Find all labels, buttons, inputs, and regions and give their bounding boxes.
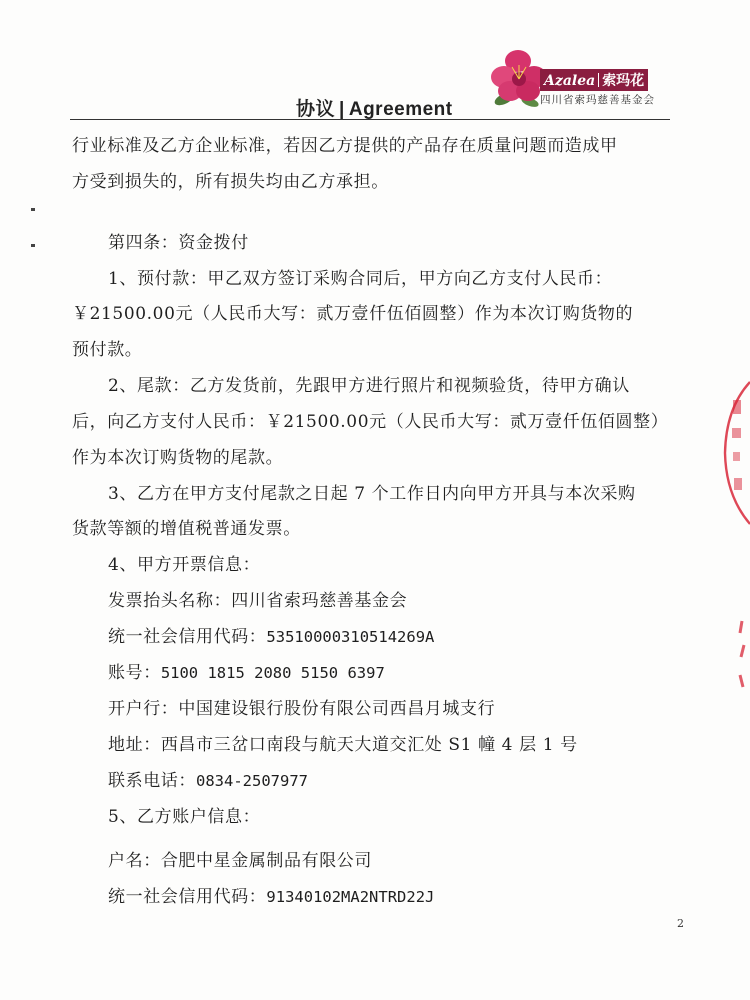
body-line: 1、预付款：甲乙双方签订采购合同后，甲方向乙方支付人民币：	[108, 269, 613, 289]
invoice-phone-value: 0834-2507977	[196, 772, 308, 790]
logo-divider	[598, 73, 599, 87]
title-chinese: 协议	[296, 99, 336, 120]
scan-mark	[31, 208, 35, 211]
payee-name-label: 户名：	[108, 851, 161, 871]
payee-credit-value: 91340102MA2NTRD22J	[266, 888, 435, 906]
foundation-logo	[490, 47, 670, 112]
section-heading: 第四条：资金拨付	[108, 233, 249, 253]
payee-name-value: 合肥中星金属制品有限公司	[160, 851, 373, 871]
invoice-credit-value: 53510000310514269A	[266, 628, 435, 646]
invoice-account-row	[108, 662, 385, 684]
body-line: 作为本次订购货物的尾款。	[72, 448, 284, 468]
title-english: Agreement	[348, 99, 453, 120]
invoice-title-label: 发票抬头名称：	[108, 591, 232, 611]
invoice-account-label: 账号：	[108, 663, 161, 683]
body-line: 3、乙方在甲方支付尾款之日起 7 个工作日内向甲方开具与本次采购	[108, 484, 636, 504]
invoice-phone-row	[108, 770, 308, 792]
payee-credit-row	[108, 886, 434, 908]
payee-name-row	[108, 850, 372, 872]
invoice-address-label: 地址：	[108, 735, 161, 755]
section-heading: 5、乙方账户信息：	[108, 807, 261, 827]
invoice-bank-label: 开户行：	[108, 699, 179, 719]
body-line: 货款等额的增值税普通发票。	[72, 519, 301, 539]
page-title	[296, 94, 453, 121]
invoice-credit-row	[108, 626, 434, 648]
header-divider	[70, 119, 670, 120]
invoice-bank-value: 中国建设银行股份有限公司西昌月城支行	[178, 699, 496, 719]
invoice-title-row	[108, 590, 407, 612]
invoice-account-value: 5100 1815 2080 5150 6397	[160, 664, 385, 682]
logo-english-name: Azalea	[544, 73, 596, 89]
invoice-credit-label: 统一社会信用代码：	[108, 627, 267, 647]
title-separator: |	[339, 99, 345, 120]
seal-stamp-edge	[720, 615, 750, 705]
logo-wordmark	[540, 69, 648, 91]
body-line: 2、尾款：乙方发货前，先跟甲方进行照片和视频验货，待甲方确认	[108, 376, 630, 396]
body-line: 预付款。	[72, 340, 143, 360]
scan-mark	[31, 244, 35, 247]
body-line: 行业标准及乙方企业标准，若因乙方提供的产品存在质量问题而造成甲	[72, 136, 618, 156]
body-line: 后，向乙方支付人民币：￥21500.00元（人民币大写：贰万壹仟伍佰圆整）	[72, 412, 669, 432]
section-heading: 4、甲方开票信息：	[108, 555, 261, 575]
body-line: 方受到损失的，所有损失均由乙方承担。	[72, 172, 389, 192]
invoice-title-value: 四川省索玛慈善基金会	[231, 591, 408, 611]
logo-chinese-name: 索玛花	[602, 73, 645, 89]
body-line: ￥21500.00元（人民币大写：贰万壹仟伍佰圆整）作为本次订购货物的	[72, 304, 634, 324]
invoice-phone-label: 联系电话：	[108, 771, 196, 791]
invoice-bank-row	[108, 698, 495, 720]
seal-stamp-edge	[720, 378, 750, 528]
page-number: 2	[677, 917, 684, 930]
payee-credit-label: 统一社会信用代码：	[108, 887, 267, 907]
invoice-address-row	[108, 734, 578, 756]
logo-subtitle: 四川省索玛慈善基金会	[540, 94, 655, 106]
invoice-address-value: 西昌市三岔口南段与航天大道交汇处 S1 幢 4 层 1 号	[160, 735, 578, 755]
